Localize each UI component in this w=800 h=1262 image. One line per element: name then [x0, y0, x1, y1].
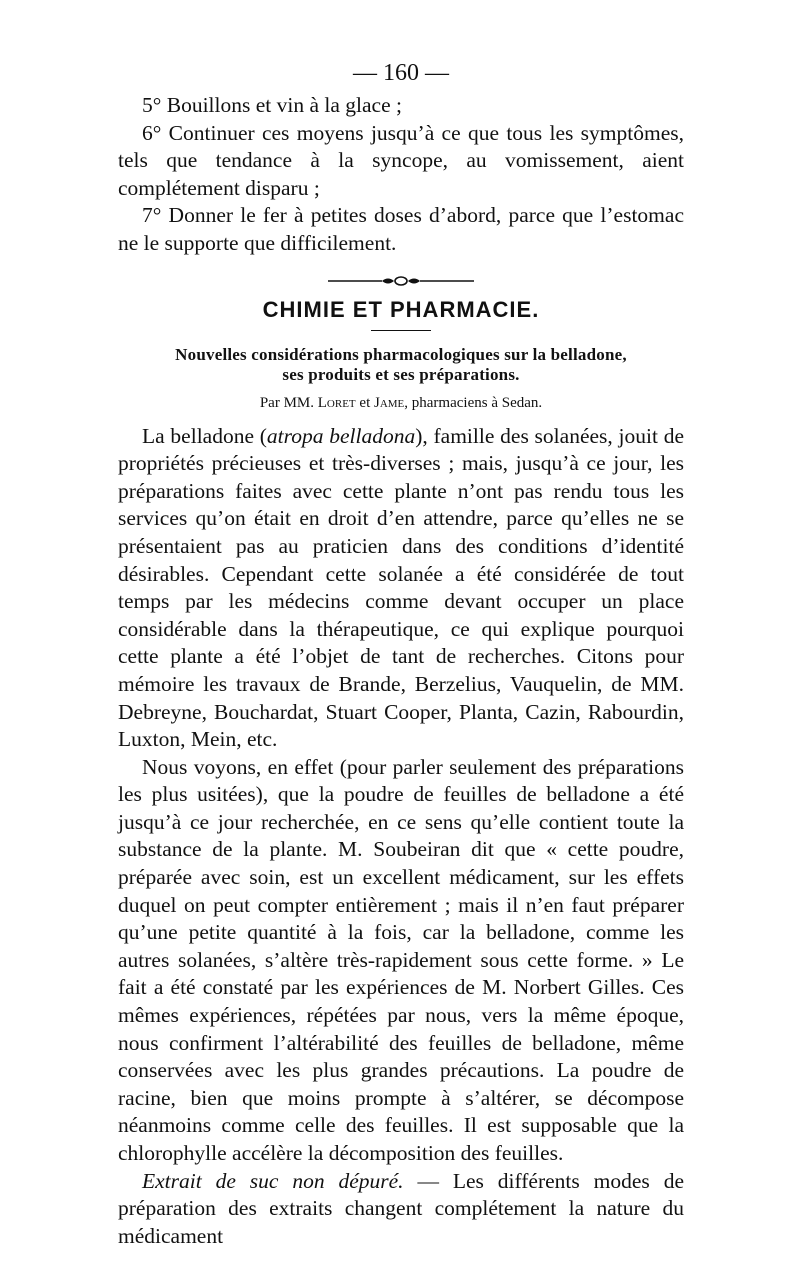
- paragraph-3: [118, 1168, 684, 1251]
- section-title: CHIMIE ET PHARMACIE.: [262, 296, 540, 322]
- article-title-line-1: Nouvelles considérations pharmacologiques sur la belladone,: [175, 344, 627, 364]
- byline-suffix: , pharmaciens à Sedan.: [404, 394, 543, 411]
- list-item-5: 5° Bouillons et vin à la glace ;: [142, 93, 402, 117]
- paragraph-3-heading: Extrait de suc non dépuré.: [142, 1168, 404, 1193]
- paragraph-2: Nous voyons, en effet (pour parler seulement des préparations les plus usitées), que la poudre de feuilles de belladone a été jusqu’à ce jour recherchée, en ce sens qu’elle contient toute la substance de la plante. M. Soubeiran dit que « cette poudre, préparée avec soin, est un excellent médicament, sur les effets duquel on peut compter entièrement ; mais il n’en faut préparer qu’une petite quantité à la fois, car la belladone, comme les autres solanées, s’altère très-rapidement sous cette forme. » Le fait a été constaté par les expériences de M. Norbert Gilles. Ces mêmes expériences, répétées par nous, vers la même époque, nous confirment l’altérabilité des feuilles de belladone, même conservées avec les plus grandes précautions. La poudre de racine, bien que moins prompte à s’altérer, se décompose néanmoins comme celle des feuilles. Il est supposable que la chlorophylle accélère la décomposition des feuilles.: [118, 754, 684, 1165]
- title-rule: [371, 330, 431, 331]
- list-item-7: 7° Donner le fer à petites doses d’abord, parce que l’estomac ne le supporte que difficilement.: [118, 203, 684, 255]
- paragraph-3-rest: — Les différents modes de préparation des extraits changent complétement la nature du médicament: [118, 1168, 684, 1248]
- article-title-line-2: ses produits et ses préparations.: [282, 364, 520, 384]
- paragraph-1: [118, 423, 684, 754]
- byline-prefix: Par MM.: [259, 394, 318, 411]
- byline-author-1: Loret: [317, 394, 356, 411]
- page-number: — 160 —: [353, 60, 449, 86]
- ornamental-divider: [118, 276, 684, 286]
- byline-author-2: Jame: [373, 394, 405, 411]
- paragraph-1-start: La belladone (: [142, 423, 267, 448]
- byline: [118, 393, 684, 413]
- list-item-6: 6° Continuer ces moyens jusqu’à ce que tous les symptômes, tels que tendance à la syncope, au vomissement, aient complétement disparu ;: [118, 120, 684, 200]
- article-title: [118, 345, 684, 385]
- page: [118, 58, 684, 1250]
- paragraph-1-italic: atropa belladona: [266, 423, 416, 448]
- paragraph-1-rest: ), famille des solanées, jouit de propriétés précieuses et très-diverses ; mais, jusqu’à ce jour, les préparations faites avec cette plante n’ont pas rendu tous les services qu’on était en droit d’en attendre, parce qu’elles ne se présentaient pas au praticien dans des conditions d’identité désirables. Cependant cette solanée a été considérée de tout temps par les médecins comme devant occuper un place considérable dans la thérapeutique, ce qui explique pourquoi cette plante a été l’objet de tant de recherches. Citons pour mémoire les travaux de Brande, Berzelius, Vauquelin, de MM. Debreyne, Bouchardat, Stuart Cooper, Planta, Cazin, Rabourdin, Luxton, Mein, etc.: [118, 423, 684, 752]
- ornament-icon: [326, 276, 476, 286]
- byline-and: et: [355, 394, 374, 411]
